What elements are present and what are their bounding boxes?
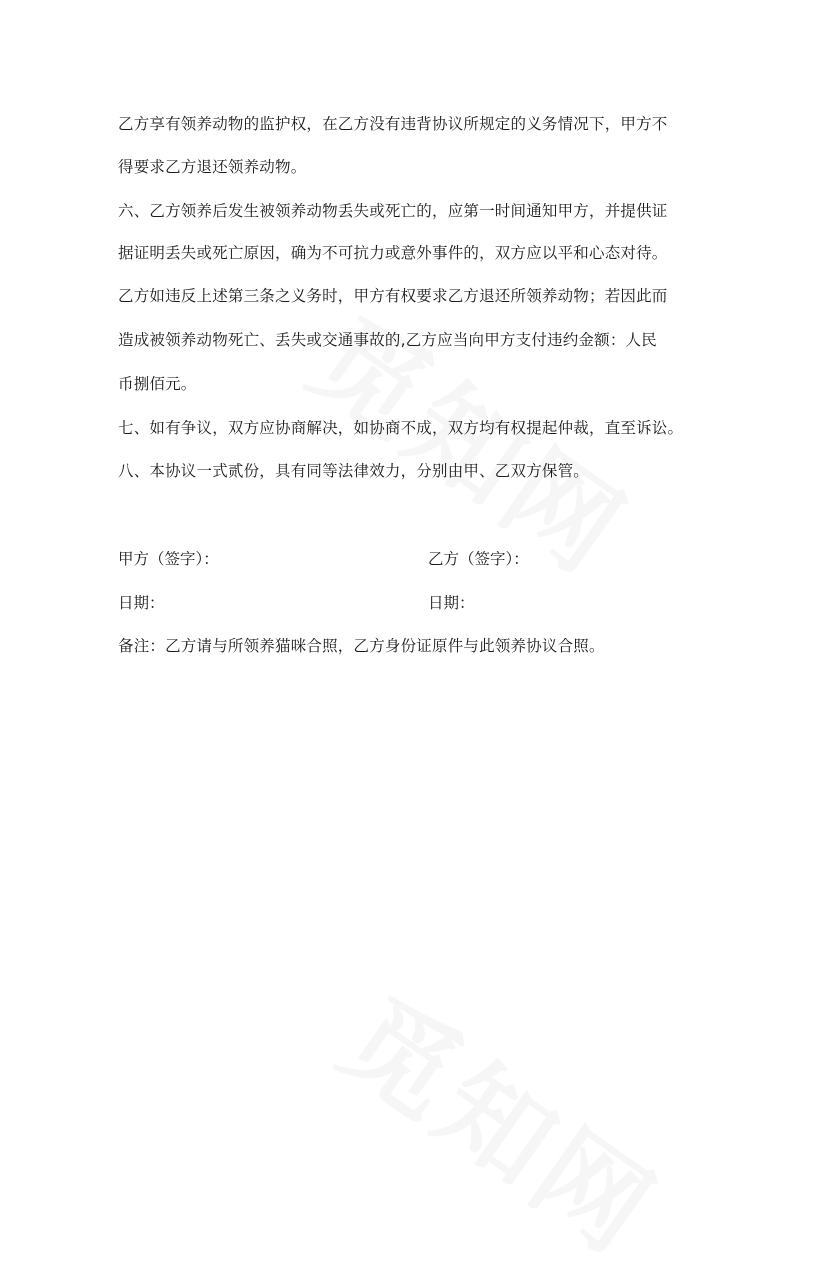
clause-six: 六、乙方领养后发生被领养动物丢失或死亡的，应第一时间通知甲方，并提供证: [118, 202, 668, 220]
paragraph-line: 币捌佰元。: [118, 375, 197, 393]
party-b-date-label: 日期：: [428, 594, 475, 612]
watermark-bottom: [316, 954, 692, 1283]
party-b-signature-label: 乙方（签字）：: [428, 550, 529, 568]
paragraph-line: 造成被领养动物死亡、丢失或交通事故的,乙方应当向甲方支付违约金额：人民: [118, 331, 657, 349]
remarks-note: 备注：乙方请与所领养猫咪合照，乙方身份证原件与此领养协议合照。: [118, 637, 605, 655]
party-a-date-label: 日期：: [118, 594, 165, 612]
paragraph-line: 据证明丢失或死亡原因，确为不可抗力或意外事件的，双方应以平和心态对待。: [118, 244, 668, 262]
clause-eight: 八、本协议一式贰份，具有同等法律效力，分别由甲、乙双方保管。: [118, 462, 590, 480]
paragraph-line: 乙方享有领养动物的监护权，在乙方没有违背协议所规定的义务情况下，甲方不: [118, 115, 668, 133]
paragraph-line: 乙方如违反上述第三条之义务时，甲方有权要求乙方退还所领养动物；若因此而: [118, 287, 668, 305]
paragraph-line: 得要求乙方退还领养动物。: [118, 158, 307, 176]
party-a-signature-label: 甲方（签字）：: [118, 550, 219, 568]
clause-seven: 七、如有争议，双方应协商解决，如协商不成，双方均有权提起仲裁，直至诉讼。: [118, 419, 684, 437]
